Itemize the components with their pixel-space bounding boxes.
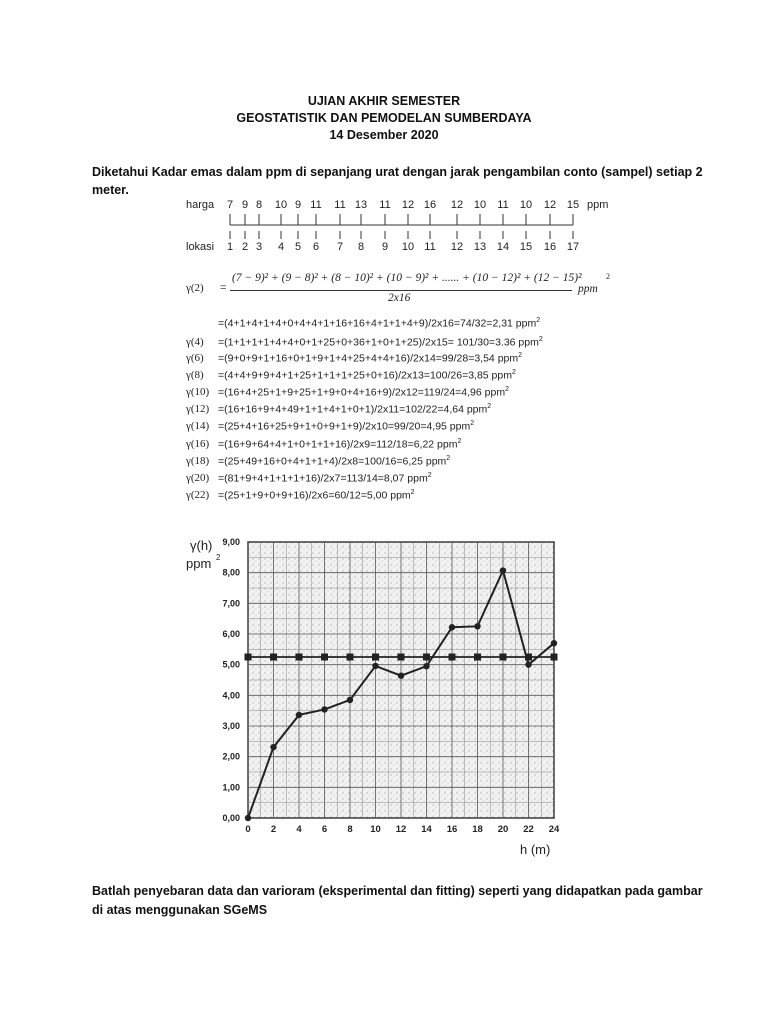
calc-line	[218, 336, 543, 349]
lokasi-value: 1	[226, 241, 234, 253]
y-tick-label: 6,00	[222, 629, 240, 639]
calc-label: γ(12)	[186, 403, 210, 415]
fitting-point	[398, 654, 405, 661]
experimental-point	[270, 744, 276, 750]
calc-exponent: 2	[512, 369, 516, 376]
harga-value: 16	[423, 199, 437, 211]
x-tick-label: 18	[472, 824, 483, 835]
calc-line	[218, 386, 509, 399]
experimental-point	[423, 663, 429, 669]
calc-label: γ(20)	[186, 472, 210, 484]
fitting-point	[347, 654, 354, 661]
y-tick-label: 8,00	[222, 567, 240, 578]
calc-label: γ(4)	[186, 336, 204, 348]
experimental-point	[551, 640, 557, 646]
lokasi-value: 5	[294, 241, 302, 253]
lokasi-value: 2	[241, 241, 249, 253]
x-tick-label: 16	[446, 824, 458, 835]
calc-line	[218, 369, 516, 382]
lokasi-value: 17	[566, 241, 580, 253]
calc-exponent: 2	[536, 317, 541, 324]
harga-value: 10	[519, 199, 533, 211]
lokasi-value: 15	[519, 241, 533, 253]
x-tick-label: 10	[370, 824, 381, 835]
experimental-point	[372, 663, 378, 669]
calc-exponent: 2	[457, 438, 462, 445]
lokasi-value: 8	[357, 241, 365, 253]
calc-text: =(25+4+16+25+9+1+0+9+1+9)/2x10=99/20=4,95 ppm	[218, 420, 471, 433]
harga-label: harga	[186, 199, 215, 211]
y-tick-label: 0,00	[222, 813, 240, 823]
harga-value: 7	[226, 199, 234, 211]
x-tick-label: 2	[270, 824, 277, 835]
fitting-point	[474, 654, 481, 661]
lokasi-value: 7	[336, 241, 344, 253]
experimental-point	[525, 661, 531, 667]
y-tick-label: 9,00	[222, 537, 240, 547]
fitting-point	[551, 654, 558, 661]
calc-label: γ(14)	[186, 420, 210, 432]
fraction-bar	[230, 290, 572, 291]
calc-text: =(16+4+25+1+9+25+1+9+0+4+16+9)/2x12=119/24=4,96 ppm	[218, 386, 506, 399]
lokasi-value: 16	[543, 241, 557, 253]
lokasi-value: 12	[450, 241, 464, 253]
intro-line-1: Diketahui Kadar emas dalam ppm di sepanjang urat dengan jarak pengambilan conto (sampel) setiap 2	[92, 165, 703, 179]
x-tick-label: 20	[497, 824, 509, 835]
lokasi-value: 6	[312, 241, 320, 253]
harga-value: 12	[543, 199, 557, 211]
x-tick-label: 24	[548, 824, 560, 835]
y-axis-unit-exponent: 2	[216, 553, 221, 562]
calc-label: γ(8)	[186, 369, 204, 381]
fitting-point	[321, 654, 328, 661]
fitting-point	[296, 654, 303, 661]
variogram-chart	[180, 528, 580, 868]
calc-exponent: 2	[427, 472, 432, 479]
lokasi-value: 10	[401, 241, 415, 253]
lokasi-value: 11	[424, 241, 436, 253]
formula-label: γ(2)	[186, 282, 204, 294]
fitting-point	[500, 654, 507, 661]
calc-label: γ(6)	[186, 352, 204, 364]
fitting-point	[270, 654, 277, 661]
fitting-point	[245, 654, 252, 661]
x-tick-label: 12	[395, 824, 407, 835]
calc-text: =(4+1+4+1+4+0+4+4+1+16+16+4+1+1+4+9)/2x16=74/32=2,31 ppm	[218, 317, 537, 330]
harga-value: 12	[450, 199, 464, 211]
calc-exponent: 2	[446, 455, 451, 462]
y-tick-label: 4,00	[222, 690, 240, 701]
calc-label: γ(18)	[186, 455, 210, 467]
lokasi-value: 14	[496, 241, 510, 253]
x-tick-label: 14	[421, 824, 432, 835]
x-tick-label: 8	[347, 824, 353, 835]
y-tick-label: 7,00	[222, 598, 240, 609]
experimental-point	[449, 624, 455, 630]
calc-label: γ(16)	[186, 438, 210, 450]
lokasi-value: 3	[255, 241, 263, 253]
calc-exponent: 2	[470, 420, 475, 427]
calc-text: =(16+9+64+4+1+0+1+1+16)/2x9=112/18=6,22 ppm	[218, 438, 458, 451]
y-tick-label: 2,00	[222, 751, 240, 762]
calc-text: =(16+16+9+4+49+1+1+4+1+0+1)/2x11=102/22=4,64 ppm	[218, 403, 488, 416]
calc-line	[218, 438, 461, 451]
x-axis-label: h (m)	[520, 842, 551, 857]
formula-numerator: (7 − 9)² + (9 − 8)² + (8 − 10)² + (10 − 9)² + ...... + (10 − 12)² + (12 − 15)²	[232, 272, 582, 284]
harga-value: 9	[294, 199, 302, 211]
y-tick-label: 5,00	[222, 659, 240, 670]
x-tick-label: 6	[321, 824, 328, 835]
experimental-point	[398, 673, 404, 679]
harga-value: 12	[401, 199, 415, 211]
fitting-point	[449, 654, 456, 661]
calc-text: =(1+1+1+1+4+4+0+1+25+0+36+1+0+1+25)/2x15= 101/30=3.36 ppm	[218, 336, 539, 349]
harga-value: 11	[497, 199, 509, 211]
experimental-point	[296, 712, 302, 718]
exam-title: UJIAN AKHIR SEMESTER	[307, 94, 461, 108]
calc-line	[218, 420, 474, 433]
calc-exponent: 2	[410, 489, 415, 496]
lokasi-value: 4	[277, 241, 285, 253]
x-tick-label: 4	[296, 824, 302, 835]
calc-exponent: 2	[518, 352, 523, 359]
calc-label: γ(10)	[186, 386, 210, 398]
experimental-point	[474, 623, 480, 629]
calc-exponent: 2	[487, 403, 492, 410]
x-tick-label: 22	[523, 824, 534, 835]
experimental-point	[321, 706, 327, 712]
calc-line	[218, 317, 540, 330]
formula-denominator: 2x16	[388, 292, 411, 304]
calc-text: =(25+1+9+0+9+16)/2x6=60/12=5,00 ppm	[218, 489, 411, 502]
intro-line-2: meter.	[92, 183, 129, 197]
formula-unit: ppm	[578, 283, 598, 295]
experimental-point	[245, 815, 251, 821]
lokasi-label: lokasi	[186, 241, 215, 253]
harga-value: 11	[310, 199, 322, 211]
calc-label: γ(22)	[186, 489, 210, 501]
y-axis-unit: ppm	[186, 556, 212, 571]
lokasi-value: 13	[473, 241, 487, 253]
calc-line	[218, 472, 432, 485]
experimental-point	[347, 697, 353, 703]
y-axis-label: γ(h)	[190, 538, 213, 553]
formula-unit-exponent: 2	[606, 272, 610, 281]
question-line-2: di atas menggunakan SGeMS	[92, 903, 268, 917]
calc-line	[218, 489, 415, 502]
experimental-point	[500, 567, 506, 573]
calc-text: =(81+9+4+1+1+1+16)/2x7=113/14=8,07 ppm	[218, 472, 428, 485]
calc-line	[218, 352, 522, 365]
harga-value: 15	[566, 199, 580, 211]
calc-exponent: 2	[505, 386, 509, 393]
harga-value: 10	[473, 199, 487, 211]
harga-value: 11	[379, 199, 391, 211]
harga-value: 8	[255, 199, 263, 211]
calc-text: =(9+0+9+1+16+0+1+9+1+4+25+4+4+16)/2x14=99/28=3,54 ppm	[218, 352, 519, 365]
x-tick-label: 0	[245, 824, 251, 835]
harga-value: 13	[354, 199, 368, 211]
harga-value: 10	[274, 199, 288, 211]
lokasi-value: 9	[381, 241, 389, 253]
unit-label: ppm	[587, 199, 609, 211]
calc-text: =(4+4+9+9+4+1+25+1+1+1+25+0+16)/2x13=100/26=3,85 ppm	[218, 369, 512, 382]
course-title: GEOSTATISTIK DAN PEMODELAN SUMBERDAYA	[236, 111, 532, 125]
calc-line	[218, 455, 450, 468]
y-tick-label: 1,00	[222, 782, 240, 793]
fitting-point	[525, 654, 532, 661]
exam-date: 14 Desember 2020	[329, 128, 439, 142]
harga-value: 9	[241, 199, 249, 211]
y-tick-label: 3,00	[222, 721, 240, 731]
calc-exponent: 2	[538, 336, 543, 343]
harga-value: 11	[334, 199, 346, 211]
fitting-point	[423, 654, 430, 661]
calc-line	[218, 403, 491, 416]
fitting-point	[372, 654, 379, 661]
calc-text: =(25+49+16+0+4+1+1+4)/2x8=100/16=6,25 ppm	[218, 455, 447, 468]
formula-equals: =	[220, 282, 227, 294]
question-line-1: Batlah penyebaran data dan varioram (eksperimental dan fitting) seperti yang didapatkan pada gambar	[92, 884, 703, 898]
